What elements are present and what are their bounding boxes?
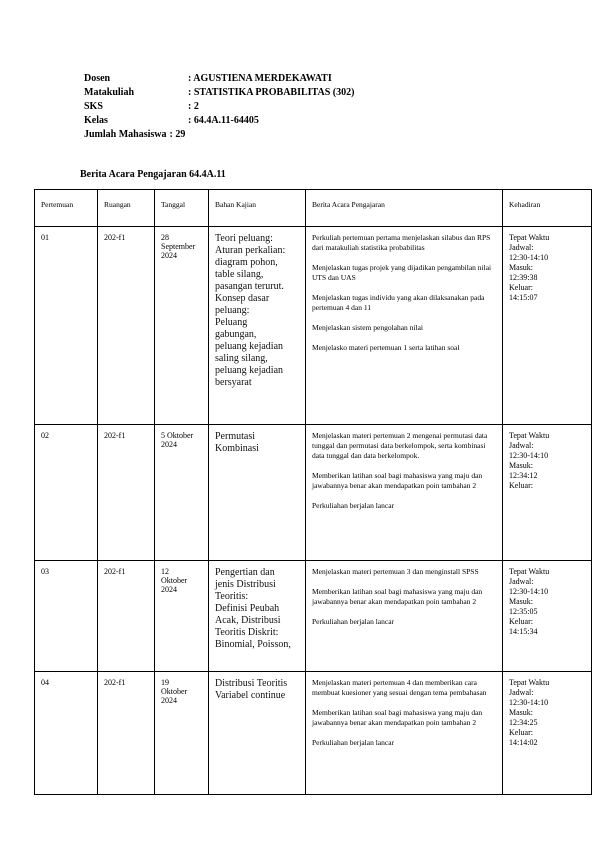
bahan-kajian-cell-text: Teori peluang: Aturan perkalian: diagram pohon, table silang, pasangan terurut. Konsep dasar peluang: Peluang gabungan, peluang kejadian saling silang, peluang kejadian bersyarat — [215, 233, 286, 388]
ruangan-cell-text: 202-f1 — [104, 233, 126, 242]
berita-paragraph: Menjelasko materi pertemuan 1 serta latihan soal — [312, 343, 460, 352]
berita-paragraph: Perkuliah pertemuan pertama menjelaskan silabus dan RPS dari matakuliah statistika probabilitas — [312, 233, 491, 252]
ruangan-cell-text: 202-f1 — [104, 431, 126, 440]
col-header-bahan-kajian: Bahan Kajian — [209, 190, 306, 227]
pertemuan-cell-text: 01 — [41, 233, 49, 242]
dosen-label: Dosen — [84, 73, 111, 84]
tanggal-cell — [155, 227, 209, 425]
berita-paragraph: Memberikan latihan soal bagi mahasiswa yang maju dan jawabannya benar akan mendapatkan poin tambahan 2 — [312, 587, 483, 606]
course-info — [84, 72, 354, 142]
berita-paragraph: Menjelaskan materi pertemuan 2 mengenai permutasi data tunggal dan permutasi data berkelompok, serta kombinasi data tunggal dan data berkelompok. — [312, 431, 488, 460]
bahan-kajian-cell-text: Distribusi Teoritis Variabel continue — [215, 678, 288, 701]
matakuliah-row — [84, 86, 354, 100]
tanggal-cell-text: 12 Oktober 2024 — [161, 567, 188, 594]
section-title: Berita Acara Pengajaran 64.4A.11 — [80, 169, 226, 180]
kehadiran-text: Tepat Waktu Jadwal: 12:30-14:10 Masuk: 12:34:12 Keluar: — [509, 431, 550, 490]
bahan-kajian-cell — [209, 672, 306, 795]
col-header-pertemuan: Pertemuan — [35, 190, 98, 227]
kehadiran-text: Tepat Waktu Jadwal: 12:30-14:10 Masuk: 12:39:38 Keluar: 14:15:07 — [509, 233, 550, 302]
berita-paragraph: Menjelaskan sistem pengolahan nilai — [312, 323, 424, 332]
col-header-ruangan: Ruangan — [98, 190, 155, 227]
jumlah-row — [84, 128, 354, 142]
tanggal-cell — [155, 561, 209, 672]
pertemuan-cell — [35, 561, 98, 672]
ruangan-cell-text: 202-f1 — [104, 678, 126, 687]
bahan-kajian-cell — [209, 227, 306, 425]
ruangan-cell — [98, 672, 155, 795]
berita-paragraph: Menjelaskan materi pertemuan 4 dan memberikan cara membuat kuesioner yang sesuai dengan tema pembahasan — [312, 678, 487, 697]
tanggal-cell — [155, 425, 209, 561]
berita-paragraph: Menjelaskan materi pertemuan 3 dan menginstall SPSS — [312, 567, 479, 576]
kehadiran-cell — [503, 672, 592, 795]
sks-row — [84, 100, 354, 114]
ruangan-cell — [98, 425, 155, 561]
kelas-row — [84, 114, 354, 128]
bahan-kajian-cell-text: Permutasi Kombinasi — [215, 431, 259, 454]
kehadiran-cell — [503, 561, 592, 672]
pertemuan-cell-text: 02 — [41, 431, 49, 440]
bahan-kajian-cell-text: Pengertian dan jenis Distribusi Teoritis: Definisi Peubah Acak, Distribusi Teoritis Diskrit: Binomial, Poisson, — [215, 567, 291, 650]
berita-paragraph: Menjelaskan tugas individu yang akan dilaksanakan pada pertemuan 4 dan 11 — [312, 293, 485, 312]
table-header-row — [35, 190, 592, 227]
ruangan-cell — [98, 227, 155, 425]
tanggal-cell-text: 19 Oktober 2024 — [161, 678, 188, 705]
col-header-tanggal: Tanggal — [155, 190, 209, 227]
berita-paragraph: Perkuliahan berjalan lancar — [312, 501, 395, 510]
berita-acara-cell — [306, 227, 503, 425]
kehadiran-cell — [503, 425, 592, 561]
tanggal-cell-text: 28 September 2024 — [161, 233, 196, 260]
matakuliah-label: Matakuliah — [84, 87, 135, 98]
berita-paragraph: Memberikan latihan soal bagi mahasiswa yang maju dan jawabannya benar akan mendapatkan poin tambahan 2 — [312, 708, 483, 727]
ruangan-cell — [98, 561, 155, 672]
berita-paragraph: Menjelaskan tugas projek yang dijadikan pengambilan nilai UTS dan UAS — [312, 263, 492, 282]
pertemuan-cell-text: 04 — [41, 678, 49, 687]
table-row — [35, 672, 592, 795]
tanggal-cell-text: 5 Oktober 2024 — [161, 431, 194, 449]
berita-paragraph: Memberikan latihan soal bagi mahasiswa yang maju dan jawabannya benar akan mendapatkan poin tambahan 2 — [312, 471, 483, 490]
berita-paragraph: Perkuliahan berjalan lancar — [312, 617, 395, 626]
sks-label: SKS — [84, 101, 103, 112]
pertemuan-cell — [35, 672, 98, 795]
kelas-label: Kelas — [84, 115, 108, 126]
table-row — [35, 227, 592, 425]
matakuliah-value: : STATISTIKA PROBABILITAS (302) — [188, 87, 355, 98]
table-row — [35, 425, 592, 561]
col-header-berita-acara: Berita Acara Pengajaran — [306, 190, 503, 227]
jumlah-value: : 29 — [169, 129, 186, 140]
pertemuan-cell — [35, 425, 98, 561]
bahan-kajian-cell — [209, 561, 306, 672]
berita-acara-cell — [306, 561, 503, 672]
bahan-kajian-cell — [209, 425, 306, 561]
pertemuan-cell — [35, 227, 98, 425]
table-row — [35, 561, 592, 672]
berita-acara-cell — [306, 672, 503, 795]
kehadiran-text: Tepat Waktu Jadwal: 12:30-14:10 Masuk: 12:35:05 Keluar: 14:15:34 — [509, 567, 550, 636]
kelas-value: : 64.4A.11-64405 — [188, 115, 259, 126]
ruangan-cell-text: 202-f1 — [104, 567, 126, 576]
dosen-value: : AGUSTIENA MERDEKAWATI — [188, 73, 332, 84]
kehadiran-text: Tepat Waktu Jadwal: 12:30-14:10 Masuk: 12:34:25 Keluar: 14:14:02 — [509, 678, 550, 747]
berita-paragraph: Perkuliahan berjalan lancar — [312, 738, 395, 747]
sks-value: : 2 — [188, 101, 199, 112]
dosen-row — [84, 72, 354, 86]
teaching-log-table — [34, 189, 592, 795]
pertemuan-cell-text: 03 — [41, 567, 49, 576]
berita-acara-cell — [306, 425, 503, 561]
col-header-kehadiran: Kehadiran — [503, 190, 592, 227]
tanggal-cell — [155, 672, 209, 795]
jumlah-label: Jumlah Mahasiswa — [84, 129, 167, 140]
kehadiran-cell — [503, 227, 592, 425]
